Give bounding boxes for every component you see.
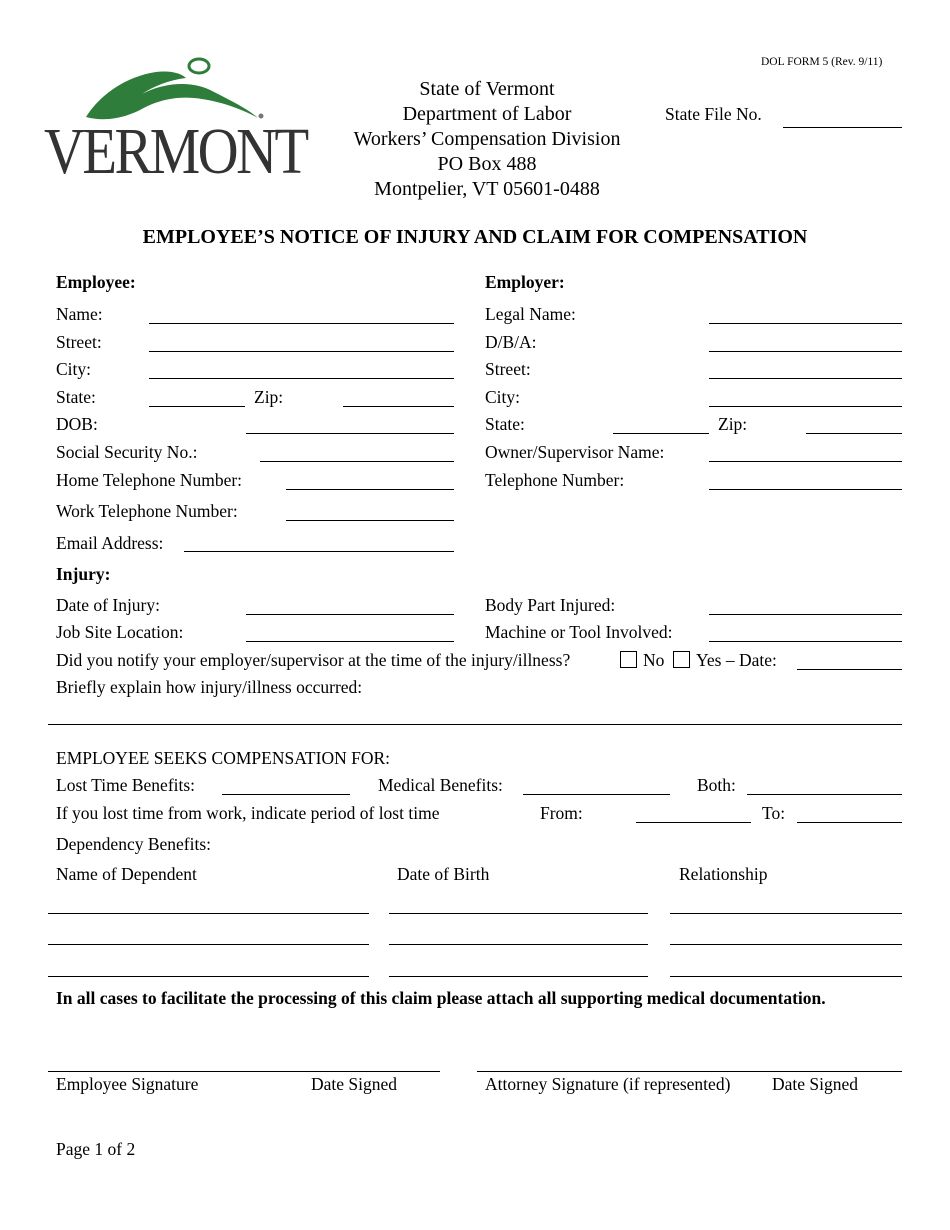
employer-street-label: Street: [485,359,531,379]
employer-city-input[interactable] [709,406,902,407]
from-input[interactable] [636,822,751,823]
dependent-name-column: Name of Dependent [56,864,197,884]
lost-time-input[interactable] [222,794,350,795]
employee-zip-input[interactable] [343,406,454,407]
employee-city-label: City: [56,359,92,379]
employer-legal-name-label: Legal Name: [485,304,576,324]
employee-name-label: Name: [56,304,103,324]
employee-street-label: Street: [56,332,102,352]
dependent-3-relationship-input[interactable] [670,976,902,977]
dependent-3-dob-input[interactable] [389,976,648,977]
employee-date-signed-label: Date Signed [311,1074,398,1094]
documentation-notice: In all cases to facilitate the processing of this claim please attach all supporting medical documentation. [56,988,826,1008]
lost-time-label: Lost Time Benefits: [56,775,196,795]
notify-yes-checkbox[interactable] [673,651,690,668]
notify-yes-label: Yes – Date: [696,650,777,670]
medical-input[interactable] [523,794,670,795]
employer-state-input[interactable] [613,433,709,434]
employee-ssn-input[interactable] [260,461,454,462]
dependent-2-dob-input[interactable] [389,944,648,945]
header-line-4: PO Box 488 [437,153,537,175]
dependent-1-dob-input[interactable] [389,913,648,914]
header-line-1: State of Vermont [419,78,555,100]
employer-dba-label: D/B/A: [485,332,537,352]
employer-dba-input[interactable] [709,351,902,352]
compensation-heading: EMPLOYEE SEEKS COMPENSATION FOR: [56,748,390,768]
notify-no-label: No [643,650,665,670]
employer-owner-label: Owner/Supervisor Name: [485,442,665,462]
employer-zip-label: Zip: [718,414,748,434]
medical-label: Medical Benefits: [378,775,503,795]
employee-signature-input[interactable] [48,1071,440,1072]
page-number: Page 1 of 2 [56,1139,136,1159]
lost-period-label: If you lost time from work, indicate period of lost time [56,803,440,823]
attorney-date-signed-label: Date Signed [772,1074,859,1094]
employee-home-phone-input[interactable] [286,489,454,490]
machine-label: Machine or Tool Involved: [485,622,673,642]
job-site-input[interactable] [246,641,454,642]
both-label: Both: [697,775,736,795]
employer-zip-input[interactable] [806,433,902,434]
notify-date-input[interactable] [797,669,902,670]
dependent-3-name-input[interactable] [48,976,369,977]
notify-question: Did you notify your employer/supervisor at the time of the injury/illness? [56,650,571,670]
employee-state-label: State: [56,387,96,407]
header-line-2: Department of Labor [402,103,572,125]
employer-street-input[interactable] [709,378,902,379]
injury-heading: Injury: [56,564,111,584]
employee-signature-label: Employee Signature [56,1074,199,1094]
employer-owner-input[interactable] [709,461,902,462]
form-id: DOL FORM 5 (Rev. 9/11) [761,56,883,68]
injury-date-label: Date of Injury: [56,595,160,615]
job-site-label: Job Site Location: [56,622,184,642]
body-part-label: Body Part Injured: [485,595,616,615]
injury-date-input[interactable] [246,614,454,615]
to-input[interactable] [797,822,902,823]
employee-dob-label: DOB: [56,414,98,434]
dependent-relationship-column: Relationship [679,864,768,884]
employer-city-label: City: [485,387,521,407]
logo-wordmark: VERMONT [44,115,307,188]
employee-zip-label: Zip: [254,387,284,407]
dependent-1-relationship-input[interactable] [670,913,902,914]
employee-ssn-label: Social Security No.: [56,442,198,462]
employee-work-phone-label: Work Telephone Number: [56,501,238,521]
header-line-5: Montpelier, VT 05601-0488 [374,178,600,200]
employee-name-input[interactable] [149,323,454,324]
employer-phone-label: Telephone Number: [485,470,625,490]
employee-work-phone-input[interactable] [286,520,454,521]
body-part-input[interactable] [709,614,902,615]
employee-dob-input[interactable] [246,433,454,434]
machine-input[interactable] [709,641,902,642]
explain-label: Briefly explain how injury/illness occurred: [56,677,363,697]
employer-heading: Employer: [485,272,565,292]
employer-legal-name-input[interactable] [709,323,902,324]
explain-input[interactable] [48,724,902,725]
employee-home-phone-label: Home Telephone Number: [56,470,243,490]
attorney-signature-label: Attorney Signature (if represented) [485,1074,731,1094]
employee-state-input[interactable] [149,406,245,407]
state-file-label: State File No. [665,104,762,124]
form-title: EMPLOYEE’S NOTICE OF INJURY AND CLAIM FOR COMPENSATION [142,226,808,248]
header-line-3: Workers’ Compensation Division [353,128,621,150]
employee-email-label: Email Address: [56,533,164,553]
employee-city-input[interactable] [149,378,454,379]
attorney-signature-input[interactable] [477,1071,902,1072]
both-input[interactable] [747,794,902,795]
employer-state-label: State: [485,414,525,434]
employer-phone-input[interactable] [709,489,902,490]
dependent-2-name-input[interactable] [48,944,369,945]
notify-no-checkbox[interactable] [620,651,637,668]
dependent-1-name-input[interactable] [48,913,369,914]
state-file-input[interactable] [783,127,902,128]
from-label: From: [540,803,583,823]
employee-heading: Employee: [56,272,136,292]
dependent-dob-column: Date of Birth [397,864,490,884]
employee-email-input[interactable] [184,551,454,552]
vermont-logo [44,52,307,188]
dependent-2-relationship-input[interactable] [670,944,902,945]
employee-street-input[interactable] [149,351,454,352]
to-label: To: [762,803,786,823]
dependency-label: Dependency Benefits: [56,834,212,854]
